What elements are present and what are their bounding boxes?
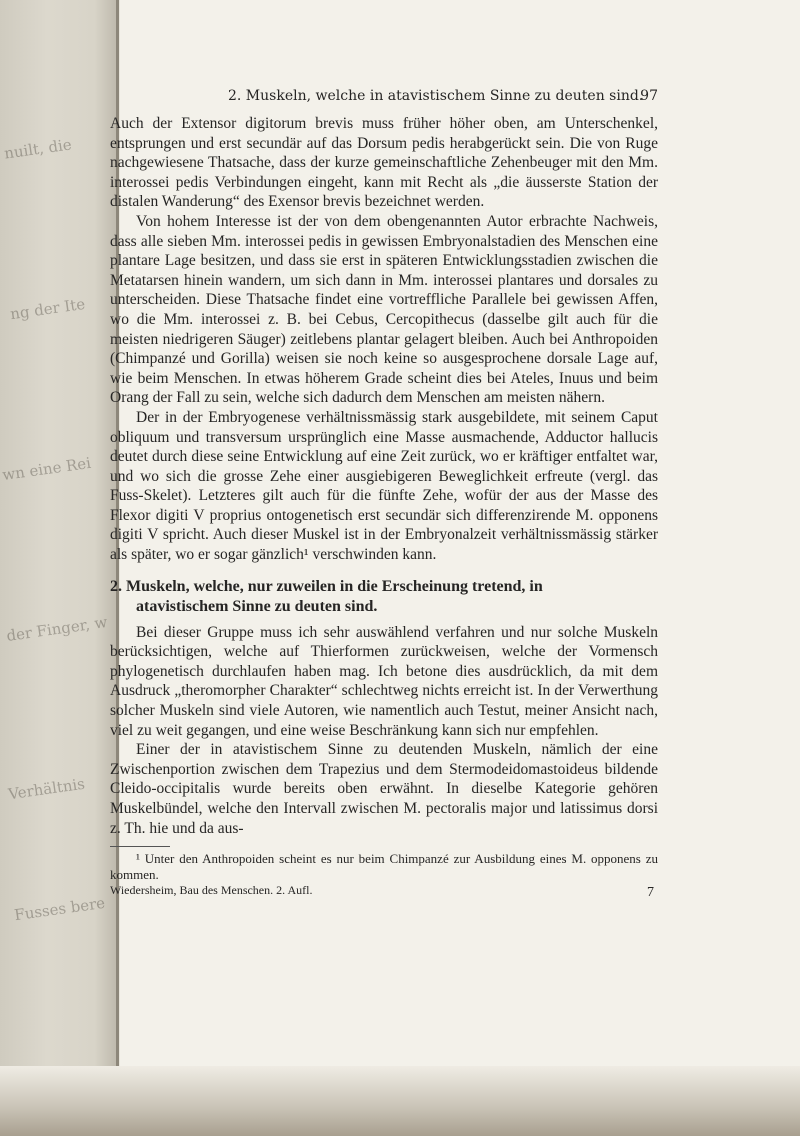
scan-bottom-edge: [0, 1066, 800, 1136]
bleed-through-text: ng der Ite: [9, 294, 87, 324]
paragraph: Von hohem Interesse ist der von dem obengenannten Autor erbrachte Nachweis, dass alle sieben Mm. interossei pedis in gewissen Embryonalstadien des Menschen eine plantare Lage besitzen, und dass sie erst in späteren Entwicklungsstadien zwischen die Metatarsen hinein wandern, um sich dann in Mm. interossei plantares und dorsales zu unterscheiden. Diese Thatsache findet eine vortreffliche Parallele bei gewissen Affen, wo die Mm. interossei z. B. bei Cebus, Cercopithecus (dasselbe gilt auch für die meisten niedrigeren Säuger) zeitlebens plantar gelagert bleiben. Auch bei Anthropoiden (Chimpanzé und Gorilla) weisen sie noch keine so ausgesprochene dorsale Lage auf, wie beim Menschen. In etwas höherem Grade scheint dies bei Ateles, Inuus und beim Orang der Fall zu sein, welche sich dadurch dem Menschen am meisten nähern.: [110, 212, 658, 407]
running-title: 2. Muskeln, welche in atavistischem Sinne zu deuten sind.: [228, 88, 644, 104]
imprint-line: [110, 883, 658, 901]
bleed-through-text: Verhältnis: [7, 774, 86, 804]
facing-page-gutter: [0, 0, 118, 1136]
bleed-through-text: wn eine Rei: [1, 453, 93, 485]
bleed-through-text: der Finger, w: [5, 613, 109, 645]
footnote: ¹ Unter den Anthropoiden scheint es nur beim Chimpanzé zur Ausbildung eines M. opponens zu kommen.: [110, 851, 658, 883]
footnote-divider: [110, 846, 170, 847]
paragraph: Auch der Extensor digitorum brevis muss früher höher oben, am Unterschenkel, entsprungen und erst secundär auf das Dorsum pedis herabgerückt sein. Die von Ruge nachgewiesene Thatsache, dass der kurze gemeinschaftliche Zehenbeuger mit den Mm. interossei pedis Verbindungen eingeht, kann mit Recht als „die äusserste Station der distalen Wanderung“ des Exensor brevis bezeichnet werden.: [110, 115, 658, 211]
paragraph: Bei dieser Gruppe muss ich sehr auswählend verfahren und nur solche Muskeln berücksichtigen, welche auf Thierformen zurückweisen, welche der Vormensch phylogenetisch durchlaufen haben mag. Ich betone dies ausdrücklich, da mit dem Ausdruck „theromorpher Charakter“ schlechtweg nichts erreicht ist. In der Verwerthung solcher Muskeln sind viele Autoren, wie namentlich auch Testut, meiner Ansicht nach, viel zu weit gegangen, und eine weise Beschränkung kann sich nur empfehlen.: [110, 623, 658, 739]
page-number: 97: [640, 88, 658, 104]
paragraph: Einer der in atavistischem Sinne zu deutenden Muskeln, nämlich der eine Zwischenportion zwischen dem Trapezius und dem Stermodeidomastoideus bildende Cleido-occipitalis wurde bereits oben erwähnt. In dieselbe Kategorie gehören Muskelbündel, welche den Intervall zwischen M. pectoralis major und latissimus dorsi z. Th. hie und da aus-: [110, 741, 658, 837]
section-heading-line1: 2. Muskeln, welche, nur zuweilen in die Erscheinung tretend, in: [110, 577, 543, 595]
book-page: [110, 0, 800, 1136]
bleed-through-text: nuilt, die: [3, 135, 73, 163]
section-heading-line2: atavistischem Sinne zu deuten sind.: [136, 597, 378, 615]
signature-mark: 7: [647, 885, 654, 901]
section-heading: [110, 577, 658, 617]
imprint-text: Wiedersheim, Bau des Menschen. 2. Aufl.: [110, 883, 313, 898]
running-header: [110, 88, 658, 108]
page-body: [110, 114, 658, 901]
paragraph: Der in der Embryogenese verhältnissmässig stark ausgebildete, mit seinem Caput obliquum und transversum ursprünglich eine Masse ausmachende, Adductor hallucis deutet durch diese seine Entwicklung auf eine Zeit zurück, wo er kräftiger entfaltet war, und wo sich die grosse Zehe einer ausgiebigeren Beweglichkeit erfreute (vergl. das Fuss-Skelet). Letzteres gilt auch für die fünfte Zehe, wofür der aus der Masse des Flexor digiti V proprius ontogenetisch erst secundär sich differenzirende M. opponens digiti V spricht. Auch dieser Muskel ist in der Embryonalzeit verhältnissmässig stärker als später, wo er sogar gänzlich¹ verschwinden kann.: [110, 408, 658, 564]
bleed-through-text: Fusses bere: [13, 893, 107, 925]
